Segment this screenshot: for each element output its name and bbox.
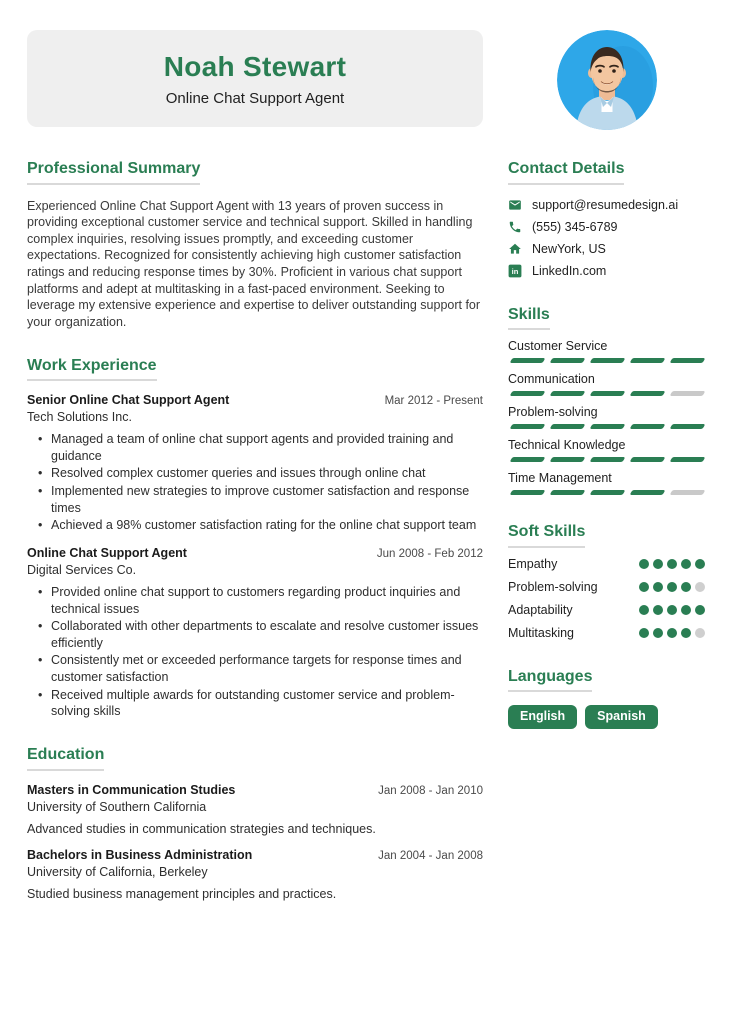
skill-level-bar [508,358,705,363]
candidate-title: Online Chat Support Agent [165,89,345,107]
contact-list [508,198,705,278]
contact-text: NewYork, US [532,241,606,256]
skill-level-bar [508,457,705,462]
education-description: Studied business management principles and practices. [27,886,337,901]
soft-skill-dot [639,605,649,615]
email-icon [508,198,522,212]
summary-heading: Professional Summary [27,160,200,185]
contact-item[interactable] [508,220,705,234]
skill-bar-segment [510,358,546,363]
languages-heading: Languages [508,668,592,693]
job-company: Digital Services Co. [27,562,137,577]
skill-bar-segment [670,490,706,495]
education-entry-head [27,783,483,797]
contact-heading: Contact Details [508,160,624,185]
job-company: Tech Solutions Inc. [27,410,132,425]
education-entry [27,848,483,901]
school-name: University of Southern California [27,799,207,814]
degree-title: Masters in Communication Studies [27,782,236,797]
soft-skill-item [508,580,705,594]
section-languages [508,668,705,729]
job-bullet: • Resolved complex customer queries and issues through online chat [51,465,483,482]
phone-icon [508,220,522,234]
skills-list [508,339,705,495]
job-dates: Jun 2008 - Feb 2012 [376,547,483,560]
skill-bar-segment [510,457,546,462]
skill-level-bar [508,424,705,429]
job-bullet: • Received multiple awards for outstanding customer service and problem-solving skills [51,687,483,720]
contact-text: LinkedIn.com [532,263,607,278]
education-dates: Jan 2008 - Jan 2010 [378,784,483,797]
soft-skill-dot [681,628,691,638]
skill-bar-segment [590,358,626,363]
soft-skill-dot [667,582,677,592]
soft-skill-dot [639,559,649,569]
language-badge: Spanish [585,705,658,729]
education-dates: Jan 2004 - Jan 2008 [378,849,483,862]
job-bullet: • Consistently met or exceeded performance targets for response times and customer satisfaction [51,652,483,685]
soft-skill-dot [681,605,691,615]
skill-name: Time Management [508,471,612,486]
candidate-name: Noah Stewart [163,50,347,82]
soft-skill-dots [639,605,705,615]
job-entry-head [27,393,483,407]
soft-skill-dot [653,628,663,638]
skill-item [508,339,705,363]
soft-skill-dot [695,605,705,615]
skill-bar-segment [630,457,666,462]
soft-skill-dot [667,559,677,569]
skill-name: Customer Service [508,339,608,354]
soft-skills-heading: Soft Skills [508,523,585,548]
skill-bar-segment [630,391,666,396]
skill-item [508,405,705,429]
skill-level-bar [508,490,705,495]
skill-name: Communication [508,372,595,387]
soft-skill-name: Problem-solving [508,579,598,594]
job-title: Senior Online Chat Support Agent [27,393,230,408]
skill-bar-segment [630,358,666,363]
avatar-wrap [508,30,705,130]
skills-heading: Skills [508,306,550,331]
skill-bar-segment [510,391,546,396]
contact-text: support@resumedesign.ai [532,197,679,212]
soft-skill-dot [695,628,705,638]
job-bullet: • Provided online chat support to customers regarding product inquiries and technical issues [51,584,483,617]
degree-title: Bachelors in Business Administration [27,847,253,862]
section-education [27,746,483,901]
skill-bar-segment [550,391,586,396]
avatar-illustration [557,30,657,130]
jobs-list [27,393,483,720]
contact-item [508,242,705,256]
soft-skill-name: Multitasking [508,625,574,640]
soft-skills-list [508,557,705,640]
section-skills [508,306,705,496]
soft-skill-item [508,603,705,617]
header-card [27,30,483,127]
skill-name: Technical Knowledge [508,438,626,453]
soft-skill-item [508,626,705,640]
skill-item [508,438,705,462]
skill-bar-segment [550,457,586,462]
soft-skill-name: Adaptability [508,602,573,617]
soft-skill-dots [639,628,705,638]
summary-text: Experienced Online Chat Support Agent with 13 years of proven success in providing exceptional customer service and technical support. Skilled in handling complex inquiries, resolving issues promptly, and exceeding customer expectations. Recognized for consistently achieving high customer satisfaction ratings and reducing response times by 30%. Proficient in various chat support platforms and adept at multitasking in a fast-paced environment. Seeking to leverage my extensive experience and expertise to deliver outstanding support for your organization. [27,198,481,329]
soft-skill-dot [667,605,677,615]
job-bullets [27,584,483,720]
skill-bar-segment [670,358,706,363]
contact-item[interactable] [508,198,705,212]
job-bullets [27,431,483,534]
contact-item[interactable] [508,264,705,278]
skill-bar-segment [670,457,706,462]
skill-bar-segment [550,490,586,495]
soft-skill-dot [639,582,649,592]
education-list [27,783,483,901]
skill-bar-segment [590,457,626,462]
sidebar [508,160,705,927]
education-entry [27,783,483,836]
language-badge: English [508,705,577,729]
job-entry [27,546,483,720]
job-dates: Mar 2012 - Present [384,395,483,408]
education-entry-head [27,848,483,862]
education-description: Advanced studies in communication strategies and techniques. [27,821,376,836]
job-bullet: • Managed a team of online chat support agents and provided training and guidance [51,431,483,464]
skill-bar-segment [670,391,706,396]
languages-list [508,705,705,729]
linkedin-icon [508,264,522,278]
main-column [27,160,483,927]
soft-skill-dot [653,605,663,615]
skill-bar-segment [630,490,666,495]
skill-bar-segment [590,490,626,495]
soft-skill-dot [681,559,691,569]
avatar [557,30,657,130]
experience-heading: Work Experience [27,357,157,382]
skill-bar-segment [590,391,626,396]
soft-skill-item [508,557,705,571]
skill-name: Problem-solving [508,405,598,420]
school-name: University of California, Berkeley [27,864,208,879]
job-entry [27,393,483,534]
skill-item [508,372,705,396]
skill-bar-segment [550,424,586,429]
home-icon [508,242,522,256]
skill-bar-segment [510,424,546,429]
skill-bar-segment [630,424,666,429]
job-bullet: • Implemented new strategies to improve customer satisfaction and response times [51,483,483,516]
section-professional-summary [27,160,483,331]
soft-skill-dot [667,628,677,638]
soft-skill-dot [653,582,663,592]
contact-text: (555) 345-6789 [532,219,618,234]
job-bullet: • Achieved a 98% customer satisfaction rating for the online chat support team [51,517,483,534]
soft-skill-dot [639,628,649,638]
soft-skill-dot [653,559,663,569]
skill-bar-segment [510,490,546,495]
soft-skill-dot [695,559,705,569]
skill-bar-segment [550,358,586,363]
soft-skill-name: Empathy [508,556,558,571]
soft-skill-dot [695,582,705,592]
soft-skill-dot [681,582,691,592]
section-contact-details [508,160,705,278]
skill-bar-segment [670,424,706,429]
skill-level-bar [508,391,705,396]
soft-skill-dots [639,582,705,592]
job-bullet: • Collaborated with other departments to escalate and resolve customer issues efficiently [51,618,483,651]
skill-bar-segment [590,424,626,429]
job-entry-head [27,546,483,560]
education-heading: Education [27,746,104,771]
svg-text:in: in [511,266,519,276]
skill-item [508,471,705,495]
job-title: Online Chat Support Agent [27,545,187,560]
section-soft-skills [508,523,705,640]
section-work-experience [27,357,483,720]
header [27,30,705,130]
soft-skill-dots [639,559,705,569]
